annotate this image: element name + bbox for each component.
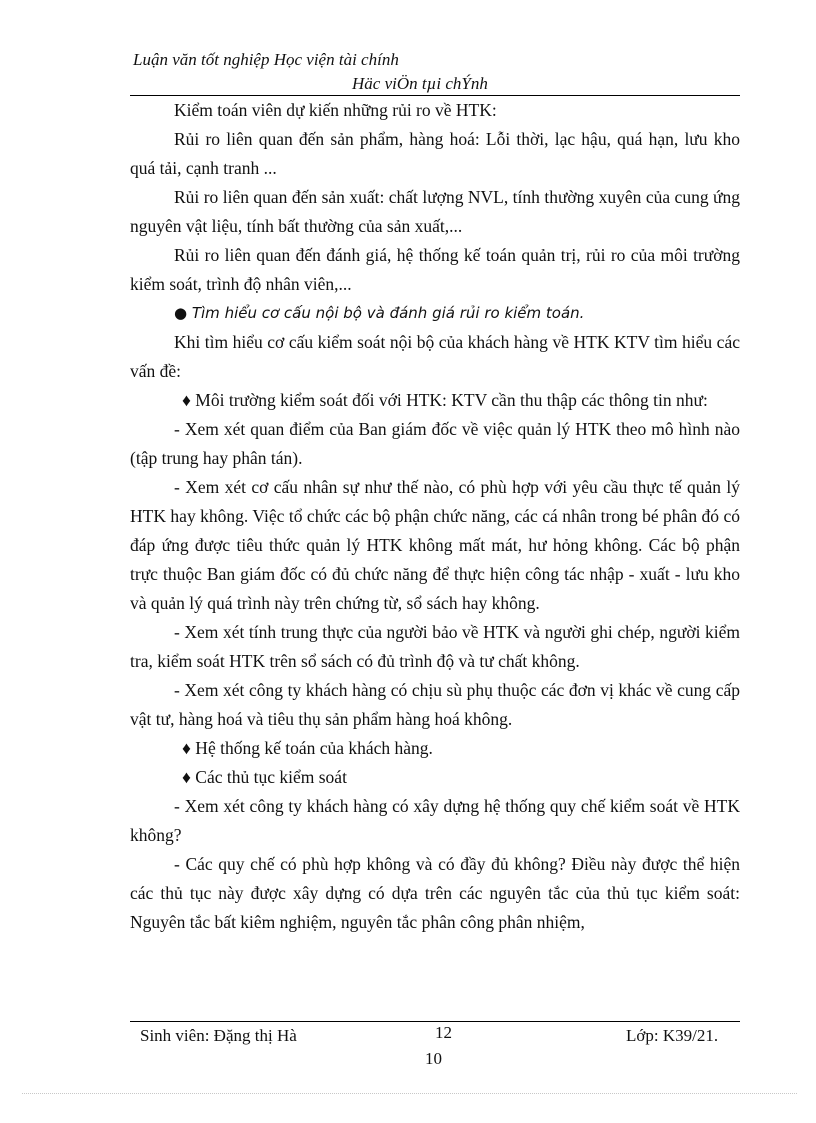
section-heading: ● Tìm hiểu cơ cấu nội bộ và đánh giá rủi ro kiểm toán. [174,304,585,322]
paragraph-risk-products: Rủi ro liên quan đến sản phẩm, hàng hoá: Lỗi thời, lạc hậu, quá hạn, lưu kho quá tải, cạnh tranh ... [130,129,740,178]
paragraph-dependence: - Xem xét công ty khách hàng có chịu sù phụ thuộc các đơn vị khác về cung cấp vật tư, hàng hoá và tiêu thụ sản phẩm hàng hoá không. [130,680,740,729]
running-header-title: Luận văn tốt nghiệp Học viện tài chính [133,50,399,69]
footer-divider [130,1021,740,1022]
footer-student: Sinh viên: Đặng thị Hà [140,1026,297,1045]
footer-class: Lớp: K39/21. [626,1026,719,1045]
footer-page-number: 12 [435,1023,452,1042]
paragraph-honesty: - Xem xét tính trung thực của người bảo về HTK và người ghi chép, người kiểm tra, kiểm soát HTK trên sổ sách có đủ trình độ và tư chất không. [130,622,740,671]
paragraph-intro: Kiểm toán viên dự kiến những rủi ro về HTK: [174,100,497,120]
paragraph-regulation-adequacy: - Các quy chế có phù hợp không và có đầy đủ không? Điều này được thể hiện các thủ tục này được xây dựng có dựa trên các nguyên tắc của thủ tục kiểm soát: Nguyên tắc bất kiêm nghiệm, nguyên tắc phân công phân nhiệm, [130,854,740,932]
paragraph-control-regulations: - Xem xét công ty khách hàng có xây dựng hệ thống quy chế kiểm soát về HTK không? [130,796,740,845]
page-boundary [22,1093,797,1094]
footer-page-number-secondary: 10 [425,1049,442,1068]
paragraph-risk-evaluation: Rủi ro liên quan đến đánh giá, hệ thống kế toán quản trị, rủi ro của môi trường kiểm soát, trình độ nhân viên,... [130,245,740,294]
running-header-subtitle: Häc viÖn tµi chÝnh [352,74,488,93]
bullet-control-environment: ♦ Môi trường kiểm soát đối với HTK: KTV cần thu thập các thông tin như: [182,390,708,410]
bullet-accounting-system: ♦ Hệ thống kế toán của khách hàng. [182,738,433,758]
paragraph-management-view: - Xem xét quan điểm của Ban giám đốc về việc quản lý HTK theo mô hình nào (tập trung hay phân tán). [130,419,740,468]
bullet-control-procedures: ♦ Các thủ tục kiểm soát [182,767,347,787]
paragraph-internal-control: Khi tìm hiểu cơ cấu kiểm soát nội bộ của khách hàng về HTK KTV tìm hiểu các vấn đề: [130,332,740,381]
paragraph-personnel-structure: - Xem xét cơ cấu nhân sự như thế nào, có phù hợp với yêu cầu thực tế quản lý HTK hay không. Việc tổ chức các bộ phận chức năng, các cá nhân trong bé phân đó có đáp ứng được tiêu thức quản lý HTK không mất mát, hư hỏng không. Các bộ phận trực thuộc Ban giám đốc có đủ chức năng để thực hiện công tác nhập - xuất - lưu kho và quản lý quá trình này trên chứng từ, sổ sách hay không. [130,477,740,613]
paragraph-risk-production: Rủi ro liên quan đến sản xuất: chất lượng NVL, tính thường xuyên của cung ứng nguyên vật liệu, tính bất thường của sản xuất,... [130,187,740,236]
document-body [130,96,740,937]
